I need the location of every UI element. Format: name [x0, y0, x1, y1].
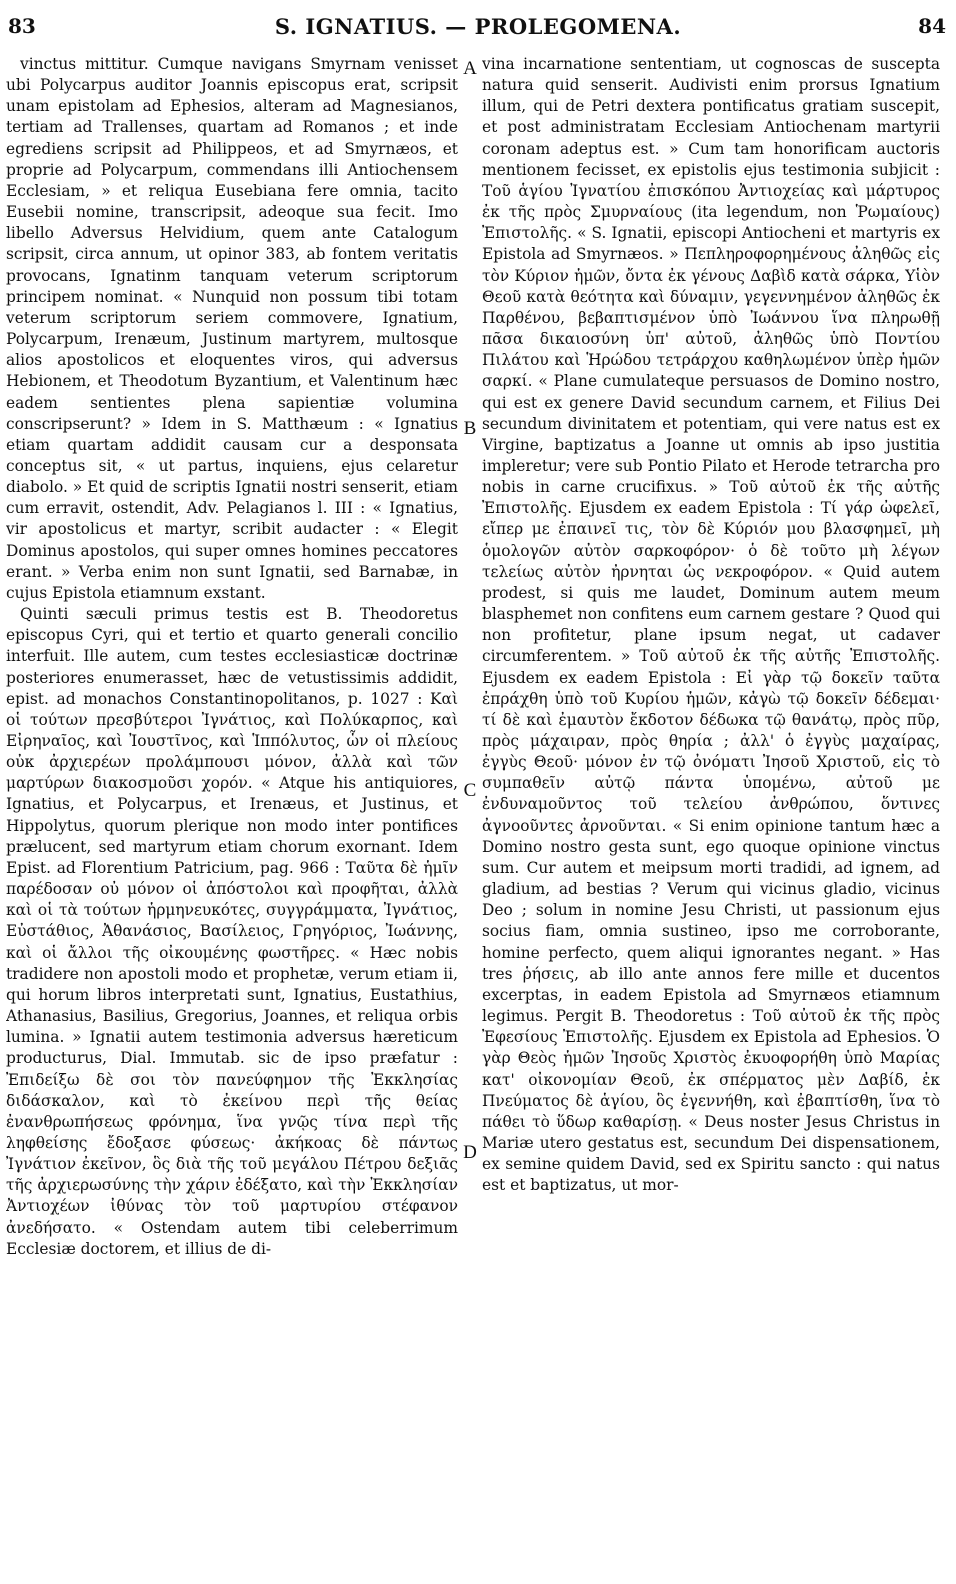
margin-marker-b: B — [463, 418, 477, 439]
margin-marker-a: A — [463, 58, 477, 79]
page-number-left: 83 — [8, 14, 36, 38]
margin-marker-c: C — [463, 780, 477, 801]
running-title: S. IGNATIUS. — PROLEGOMENA. — [274, 14, 682, 39]
right-paragraph-1: vina incarnatione sententiam, ut cognoscas de suscepta natura quid senserit. Audivisti enim prorsus Ignatium illum, qui de Petri dextera pontificatus gratiam suscepit, et post administratam Ecclesiam Antiochenam martyrii coronam adeptus est. » Cum tam honorificam auctoris mentionem fecisset, ex epistolis ejus testimonia subjicit : Τοῦ ἁγίου Ἰγνατίου ἐπισκόπου Ἀντιοχείας καὶ μάρτυρος ἐκ τῆς πρὸς Σμυρναίους (ita legendum, non Ῥωμαίους) Ἐπιστολῆς. « S. Ignatii, episcopi Antiocheni et martyris ex Epistola ad Smyrnæos. » Πεπληροφορημένους ἀληθῶς εἰς τὸν Κύριον ἡμῶν, ὄντα ἐκ γένους Δαβὶδ κατὰ σάρκα, Υἱὸν Θεοῦ κατὰ θεότητα καὶ δύναμιν, γεγεννημένον ἀληθῶς ἐκ Παρθένου, βεβαπτισμένον ὑπὸ Ἰωάννου ἵνα πληρωθῇ πᾶσα δικαιοσύνη ὑπ' αὐτοῦ, ἀληθῶς ὑπὸ Ποντίου Πιλάτου καὶ Ἡρώδου τετράρχου καθηλωμένον ὑπὲρ ἡμῶν σαρκί. « Plane cumulateque persuasos de Domino nostro, qui est ex genere David secundum carnem, et Filius Dei secundum divinitatem et potentiam, qui vere natus est ex Virgine, baptizatus a Joanne ut omnis ab ipso justitia impleretur; vere sub Pontio Pilato et Herode tetrarcha pro nobis in carne crucifixus. » Τοῦ αὐτοῦ ἐκ τῆς αὐτῆς Ἐπιστολῆς. Ejusdem ex eadem Epistola : Τί γάρ ὠφελεῖ, εἴπερ με ἐπαινεῖ τις, τὸν δὲ Κύριόν μου βλασφημεῖ, μὴ ὁμολογῶν αὐτὸν σαρκοφόρον· ὁ δὲ τοῦτο μὴ λέγων τελείως αὐτὸν ἠρνηται ὡς νεκροφόρον. « Quid autem prodest, si quis me laudet, Dominum autem meum blasphemet non confitens eum carnem gestare ? Quod qui non profitetur, plane ipsum negat, ut cadaver circumferentem. » Τοῦ αὐτοῦ ἐκ τῆς αὐτῆς Ἐπιστολῆς. Ejusdem ex eadem Epistola : Εἰ γὰρ τῷ δοκεῖν ταῦτα ἐπράχθη ὑπὸ τοῦ Κυρίου ἡμῶν, κἀγὼ τῷ δοκεῖν δέδεμαι· τί δὲ καὶ ἐμαυτὸν ἔκδοτον δέδωκα τῷ θανάτῳ, πρὸς πῦρ, πρὸς μάχαιραν, πρὸς θηρία ; ἀλλ' ὁ ἐγγὺς μαχαίρας, ἐγγὺς Θεοῦ· μόνον ἐν τῷ ὀνόματι Ἰησοῦ Χριστοῦ, εἰς τὸ συμπαθεῖν αὐτῷ πάντα ὑπομένω, αὐτοῦ με ἐνδυναμοῦντος τοῦ τελείου ἀνθρώπου, ὅντινες ἀγνοοῦντες ἀρνοῦνται. « Si enim opinione tantum hæc a Domino nostro gesta sunt, ego quoque opinione vinctus sum. Cur autem et meipsum morti tradidi, ad ignem, ad gladium, ad bestias ? Verum qui vicinus gladio, vicinus Deo ; solum in nomine Jesu Christi, ut passionum ejus socius fiam, omnia sustineo, ipso me corroborante, homine perfecto, quem aliqui ignorantes negant. » Has tres ῥήσεις, ab illo ante annos fere mille et ducentos excerptas, in eadem Epistola ad Smyrnæos etiamnum legimus. Pergit B. Theodoretus : Τοῦ αὐτοῦ ἐκ τῆς πρὸς Ἐφεσίους Ἐπιστολῆς. Ejusdem ex Epistola ad Ephesios. Ὁ γὰρ Θεὸς ἡμῶν Ἰησοῦς Χριστὸς ἐκυοφορήθη ὑπὸ Μαρίας κατ' οἰκονομίαν Θεοῦ, ἐκ σπέρματος μὲν Δαβίδ, ἐκ Πνεύματος δὲ ἁγίου, ὃς ἐγεννήθη, καὶ ἐβαπτίσθη, ἵνα τὸ πάθει τὸ ὕδωρ καθαρίσῃ. « Deus noster Jesus Christus in Mariæ utero gestatus est, secundum Dei dispensationem, ex semine quidem David, sed ex Spiritu sancto : qui natus est et baptizatus, ut mor- — [482, 55, 940, 1195]
page-number-right: 84 — [918, 14, 946, 38]
page-header — [0, 14, 956, 44]
margin-marker-d: D — [463, 1142, 477, 1163]
right-column — [482, 54, 940, 1570]
left-column — [6, 54, 458, 1570]
left-paragraph-1: vinctus mittitur. Cumque navigans Smyrnam venisset ubi Polycarpus auditor Joannis episcopus erat, scripsit unam epistolam ad Ephesios, alteram ad Magnesianos, tertiam ad Trallenses, quartam ad Romanos ; et inde egrediens scripsit ad Philippeos, et ad Smyrnæos, et proprie ad Polycarpum, commendans illi Antiochensem Ecclesiam, » et reliqua Eusebiana fere omnia, tacito Eusebii nomine, transcripsit, adeoque sua fecit. Imo libello Adversus Helvidium, quem ante Catalogum scripsit, circa annum, ut opinor 383, ab fontem veritatis provocans, Ignatinm tanquam veterum scriptorum principem nominat. « Nunquid non possum tibi totam veterum scriptorum seriem commovere, Ignatium, Polycarpum, Irenæum, Justinum martyrem, multosque alios apostolicos et eloquentes viros, qui adversus Hebionem, et Theodotum Byzantium, et Valentinum hæc eadem sentientes plena sapientiæ volumina conscripserunt? » Idem in S. Matthæum : « Ignatius etiam quartam addidit causam cur a desponsata conceptus sit, « ut partus, inquiens, ejus celaretur diabolo. » Et quid de scriptis Ignatii nostri senserit, etiam cum erravit, ostendit, Adv. Pelagianos l. III : « Ignatius, vir apostolicus et martyr, scribit audacter : « Elegit Dominus apostolos, qui super omnes homines peccatores erant. » Verba enim non sunt Ignatii, sed Barnabæ, in cujus Epistola etiamnum exstant. — [6, 55, 458, 602]
left-paragraph-2: Quinti sæculi primus testis est B. Theodoretus episcopus Cyri, qui et tertio et quarto generali concilio interfuit. Ille autem, cum testes ecclesiasticæ doctrinæ posteriores enumerasset, hæc de vetustissimis addidit, epist. ad monachos Constantinopolitanos, p. 1027 : Καὶ οἱ τούτων πρεσβύτεροι Ἰγνάτιος, καὶ Πολύκαρπος, καὶ Εἰρηναῖος, καὶ Ἰουστῖνος, καὶ Ἱππόλυτος, ὧν οἱ πλείους οὐκ ἀρχιερέων προλάμπουσι μόνον, ἀλλὰ καὶ τῶν μαρτύρων διακοσμοῦσι χορόν. « Atque his antiquiores, Ignatius, et Polycarpus, et Irenæus, et Justinus, et Hippolytus, quorum plerique non modo inter pontifices prælucent, sed martyrum etiam chorum exornant. Idem Epist. ad Florentium Patricium, pag. 966 : Ταῦτα δὲ ἡμῖν παρέδοσαν οὐ μόνον οἱ ἀπόστολοι καὶ προφῆται, ἀλλὰ καὶ οἱ τὰ τούτων ἡρμηνευκότες, συγγράμματα, Ἰγνάτιος, Εὐστάθιος, Ἀθανάσιος, Βασίλειος, Γρηγόριος, Ἰωάννης, καὶ οἱ ἄλλοι τῆς οἰκουμένης φωστῆρες. « Hæc nobis tradidere non apostoli modo et prophetæ, verum etiam ii, qui horum libros interpretati sunt, Ignatius, Eustathius, Athanasius, Basilius, Gregorius, Joannes, et reliqua orbis lumina. » Ignatii autem testimonia adversus hæreticum producturus, Dial. Immutab. sic de ipso præfatur : Ἐπιδείξω δὲ σοι τὸν πανεύφημον τῆς Ἐκκλησίας διδάσκαλον, καὶ τὸ ἐκείνου περὶ τῆς θείας ἐνανθρωπήσεως φρόνημα, ἵνα γνῷς τίνα περὶ τῆς ληφθείσης ἔδοξασε φύσεως· ἀκήκοας δὲ πάντως Ἰγνάτιον ἐκεῖνον, ὃς διὰ τῆς τοῦ μεγάλου Πέτρου δεξιᾶς τῆς ἀρχιερωσύνης τὴν χάριν ἐδέξατο, καὶ τὴν Ἐκκλησίαν Ἀντιοχέων ἰθύνας τὸν τοῦ μαρτυρίου στέφανον ἀνεδήσατο. « Ostendam autem tibi celeberrimum Ecclesiæ doctorem, et illius de di- — [6, 605, 458, 1258]
